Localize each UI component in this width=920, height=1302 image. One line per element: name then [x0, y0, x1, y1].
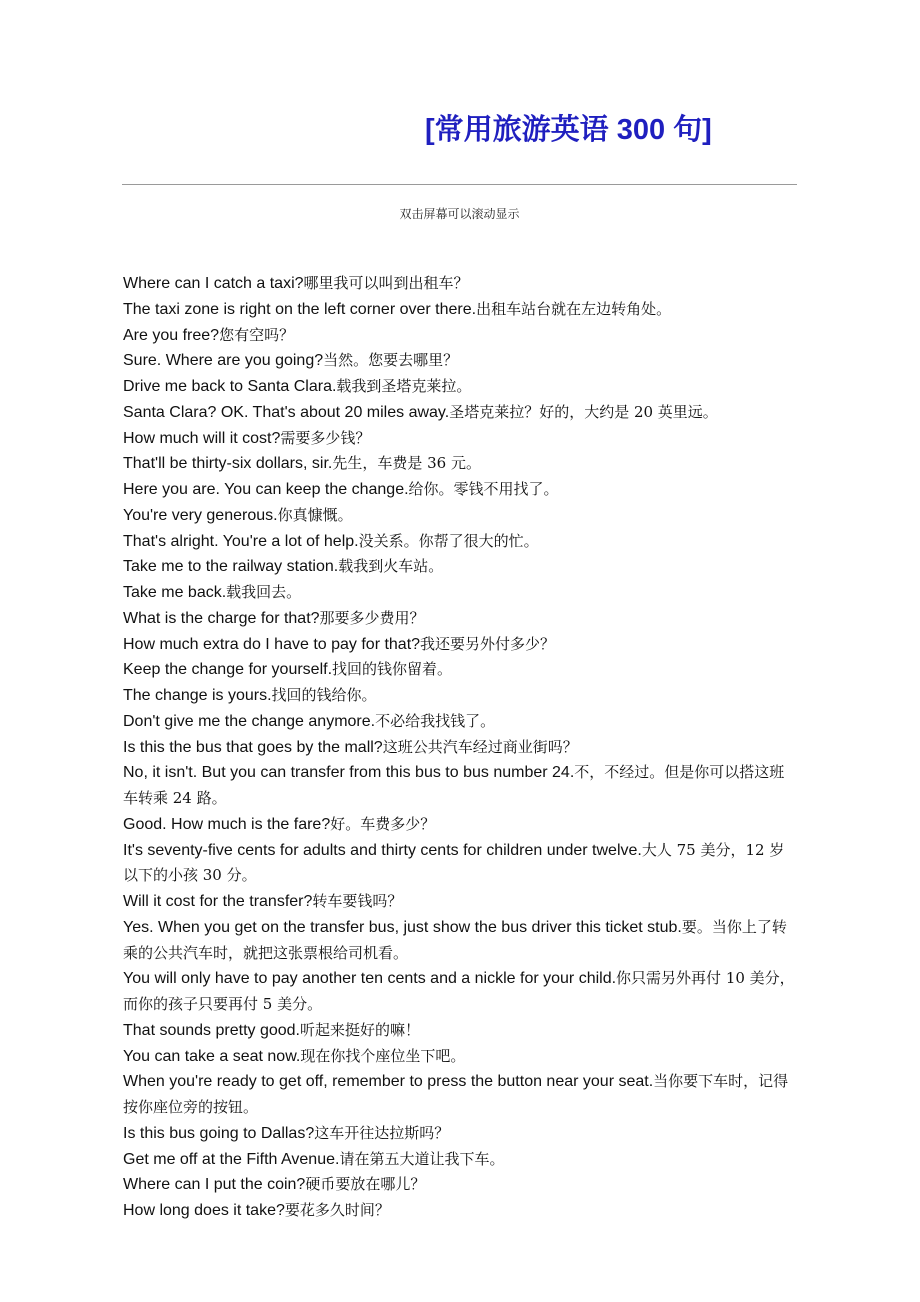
- phrase-item: [123, 374, 795, 400]
- phrase-chinese: 听起来挺好的嘛！: [300, 1020, 421, 1039]
- phrase-english: Will it cost for the transfer?: [123, 893, 313, 910]
- phrase-item: [123, 735, 795, 761]
- phrase-list: [123, 271, 795, 1224]
- phrase-english: How much will it cost?: [123, 429, 281, 447]
- phrase-item: [123, 838, 795, 890]
- phrase-chinese: 好。车费多少？: [330, 814, 436, 833]
- phrase-item: [123, 400, 795, 426]
- phrase-item: [123, 683, 795, 709]
- phrase-english: That's alright. You're a lot of help.: [123, 532, 359, 550]
- phrase-chinese: 现在你找个座位坐下吧。: [300, 1046, 466, 1065]
- phrase-english: That sounds pretty good.: [123, 1021, 300, 1039]
- phrase-chinese: 当你要下车时，记得按你座位旁的按钮。: [123, 1072, 789, 1116]
- phrase-english: Get me off at the Fifth Avenue.: [123, 1150, 340, 1168]
- phrase-english: Where can I catch a taxi?: [123, 275, 304, 292]
- phrase-chinese: 大人 75 美分，12 岁以下的小孩 30 分。: [123, 840, 785, 885]
- phrase-english: What is the charge for that?: [123, 609, 320, 627]
- phrase-english: How long does it take?: [123, 1202, 285, 1219]
- phrase-chinese: 请在第五大道让我下车。: [339, 1149, 505, 1168]
- phrase-item: [123, 1121, 795, 1147]
- phrase-english: The taxi zone is right on the left corner over there.: [123, 300, 477, 318]
- phrase-chinese: 先生，车费是 36 元。: [332, 454, 481, 473]
- phrase-item: [123, 760, 795, 812]
- phrase-chinese: 这班公共汽车经过商业街吗？: [382, 737, 578, 756]
- phrase-chinese: 要花多久时间？: [284, 1201, 390, 1219]
- phrase-chinese: 哪里我可以叫到出租车？: [303, 274, 469, 292]
- phrase-english: You're very generous.: [123, 506, 278, 524]
- scroll-hint: 双击屏幕可以滚动显示: [399, 207, 520, 221]
- phrase-english: How much extra do I have to pay for that?: [123, 635, 421, 653]
- phrase-chinese: 要。当你上了转乘的公共汽车时，就把这张票根给司机看。: [123, 917, 787, 962]
- phrase-item: [123, 323, 795, 349]
- phrase-chinese: 你只需另外再付 10 美分，而你的孩子只要再付 5 美分。: [123, 969, 795, 1013]
- phrase-item: [123, 554, 795, 580]
- phrase-item: [123, 1069, 795, 1121]
- phrase-chinese: 转车要钱吗？: [312, 892, 403, 910]
- phrase-english: Where can I put the coin?: [123, 1176, 306, 1194]
- phrase-chinese: 不，不经过。但是你可以搭这班车转乘 24 路。: [123, 763, 785, 807]
- phrase-item: [123, 529, 795, 555]
- phrase-english: Good. How much is the fare?: [123, 815, 331, 833]
- phrase-chinese: 你真慷慨。: [277, 505, 353, 524]
- phrase-chinese: 找回的钱你留着。: [332, 660, 453, 679]
- phrase-english: Take me to the railway station.: [123, 558, 339, 576]
- phrase-english: Are you free?: [123, 326, 220, 344]
- phrase-chinese: 出租车站台就在左边转角处。: [476, 299, 672, 318]
- phrase-chinese: 载我回去。: [226, 583, 302, 601]
- phrase-item: [123, 812, 795, 838]
- phrase-chinese: 那要多少费用？: [319, 608, 425, 627]
- phrase-item: [123, 477, 795, 503]
- phrase-chinese: 这车开往达拉斯吗？: [314, 1123, 450, 1142]
- phrase-chinese: 您有空吗？: [219, 325, 295, 344]
- phrase-chinese: 圣塔克莱拉？好的，大约是 20 英里远。: [449, 402, 718, 421]
- phrase-item: [123, 271, 795, 297]
- phrase-english: Yes. When you get on the transfer bus, just show the bus driver this ticket stub.: [123, 918, 682, 936]
- phrase-item: [123, 1018, 795, 1044]
- phrase-english: The change is yours.: [123, 687, 272, 704]
- phrase-item: [123, 580, 795, 606]
- phrase-english: Don't give me the change anymore.: [123, 712, 376, 730]
- phrase-item: [123, 451, 795, 477]
- phrase-item: [123, 966, 795, 1018]
- phrase-item: [123, 709, 795, 735]
- phrase-item: [123, 1147, 795, 1173]
- page-title: [常用旅游英语 300 句]: [425, 114, 712, 146]
- phrase-english: Is this bus going to Dallas?: [123, 1124, 315, 1142]
- phrase-chinese: 找回的钱给你。: [271, 686, 377, 704]
- phrase-chinese: 没关系。你帮了很大的忙。: [358, 531, 539, 550]
- phrase-chinese: 当然。您要去哪里？: [323, 351, 459, 370]
- phrase-chinese: 需要多少钱？: [280, 428, 371, 447]
- phrase-english: You will only have to pay another ten cents and a nickle for your child.: [123, 970, 617, 988]
- phrase-chinese: 不必给我找钱了。: [375, 711, 496, 730]
- horizontal-divider: [122, 184, 797, 185]
- phrase-english: Santa Clara? OK. That's about 20 miles away.: [123, 403, 450, 421]
- phrase-item: [123, 503, 795, 529]
- phrase-chinese: 载我到圣塔克莱拉。: [336, 377, 472, 395]
- phrase-item: [123, 632, 795, 658]
- phrase-english: Take me back.: [123, 584, 227, 601]
- phrase-chinese: 我还要另外付多少？: [420, 634, 556, 653]
- phrase-english: When you're ready to get off, remember to press the button near your seat.: [123, 1073, 654, 1091]
- phrase-item: [123, 426, 795, 452]
- phrase-chinese: 给你。零钱不用找了。: [408, 480, 559, 498]
- phrase-english: Here you are. You can keep the change.: [123, 481, 409, 498]
- phrase-item: [123, 348, 795, 374]
- phrase-english: Keep the change for yourself.: [123, 661, 333, 679]
- phrase-item: [123, 1198, 795, 1224]
- phrase-chinese: 载我到火车站。: [338, 557, 444, 576]
- phrase-english: That'll be thirty-six dollars, sir.: [123, 455, 333, 473]
- phrase-english: No, it isn't. But you can transfer from this bus to bus number 24.: [123, 764, 575, 782]
- phrase-item: [123, 657, 795, 683]
- phrase-item: [123, 915, 795, 967]
- phrase-item: [123, 1172, 795, 1198]
- phrase-english: You can take a seat now.: [123, 1047, 301, 1065]
- phrase-item: [123, 889, 795, 915]
- phrase-item: [123, 1044, 795, 1070]
- phrase-item: [123, 297, 795, 323]
- phrase-item: [123, 606, 795, 632]
- phrase-chinese: 硬币要放在哪儿？: [305, 1175, 426, 1194]
- phrase-english: It's seventy-five cents for adults and thirty cents for children under twelve.: [123, 841, 642, 859]
- phrase-english: Is this the bus that goes by the mall?: [123, 738, 383, 756]
- phrase-english: Sure. Where are you going?: [123, 352, 324, 370]
- phrase-english: Drive me back to Santa Clara.: [123, 378, 337, 395]
